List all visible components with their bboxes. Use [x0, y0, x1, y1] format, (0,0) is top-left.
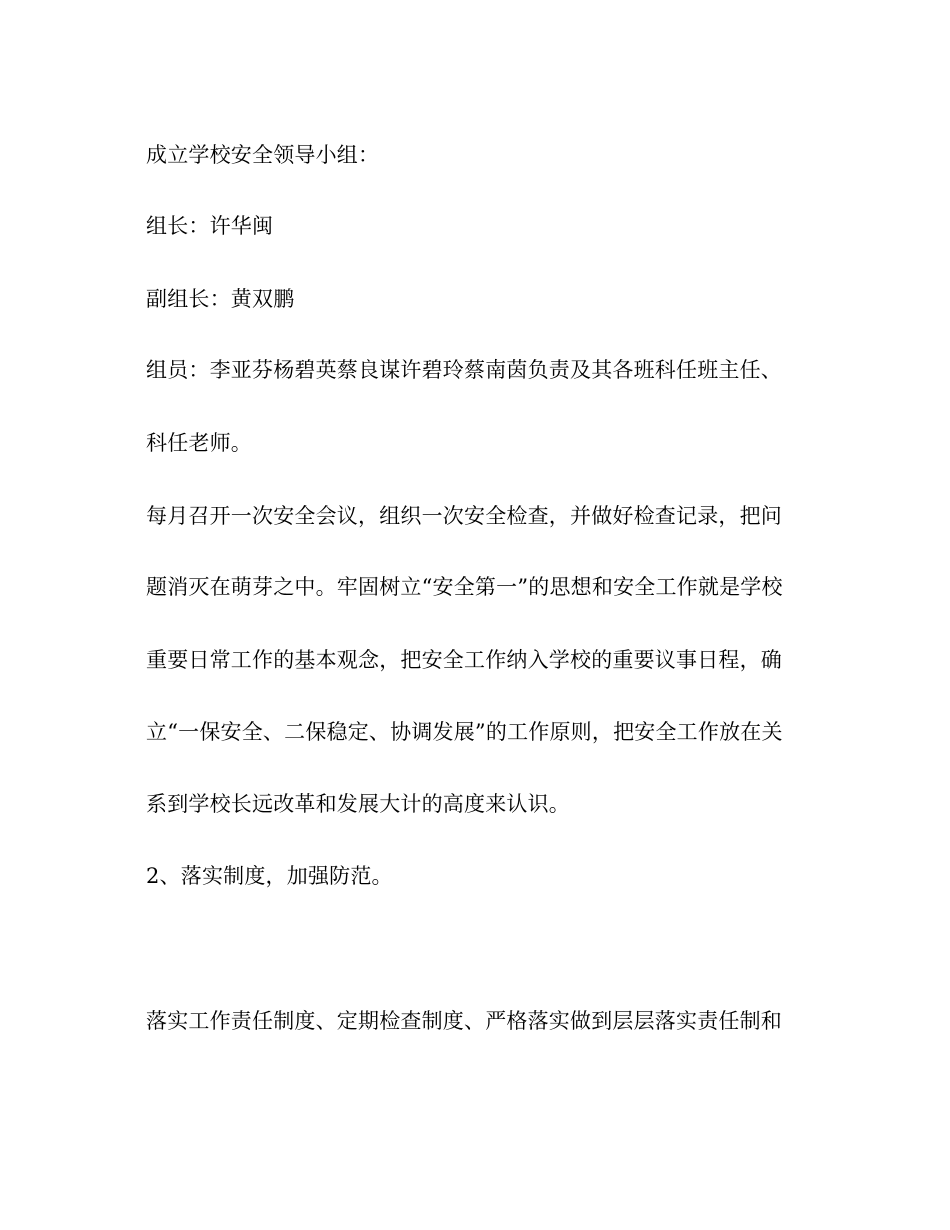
members-line: 组员：李亚芬杨碧英蔡良谋许碧玲蔡南茵负责及其各班科任班主任、: [146, 358, 782, 382]
paragraph-line: 重要日常工作的基本观念，把安全工作纳入学校的重要议事日程，确: [146, 648, 782, 672]
members-line-continued: 科任老师。: [146, 431, 252, 455]
paragraph-line: 系到学校长远改革和发展大计的高度来认识。: [146, 792, 570, 816]
group-leader-line: 组长：许华闽: [146, 214, 274, 238]
paragraph-line: 立“一保安全、二保稳定、协调发展”的工作原则，把安全工作放在关: [146, 720, 783, 744]
deputy-leader-line: 副组长：黄双鹏: [146, 287, 295, 311]
leadership-group-heading: 成立学校安全领导小组：: [146, 143, 380, 167]
paragraph-line: 每月召开一次安全会议，组织一次安全检查，并做好检查记录，把问: [146, 504, 782, 528]
paragraph-line: 题消灭在萌芽之中。牢固树立“安全第一”的思想和安全工作就是学校: [146, 575, 783, 599]
paragraph-line: 落实工作责任制度、定期检查制度、严格落实做到层层落实责任制和: [146, 1009, 782, 1033]
section-heading: 2、落实制度，加强防范。: [146, 864, 393, 888]
